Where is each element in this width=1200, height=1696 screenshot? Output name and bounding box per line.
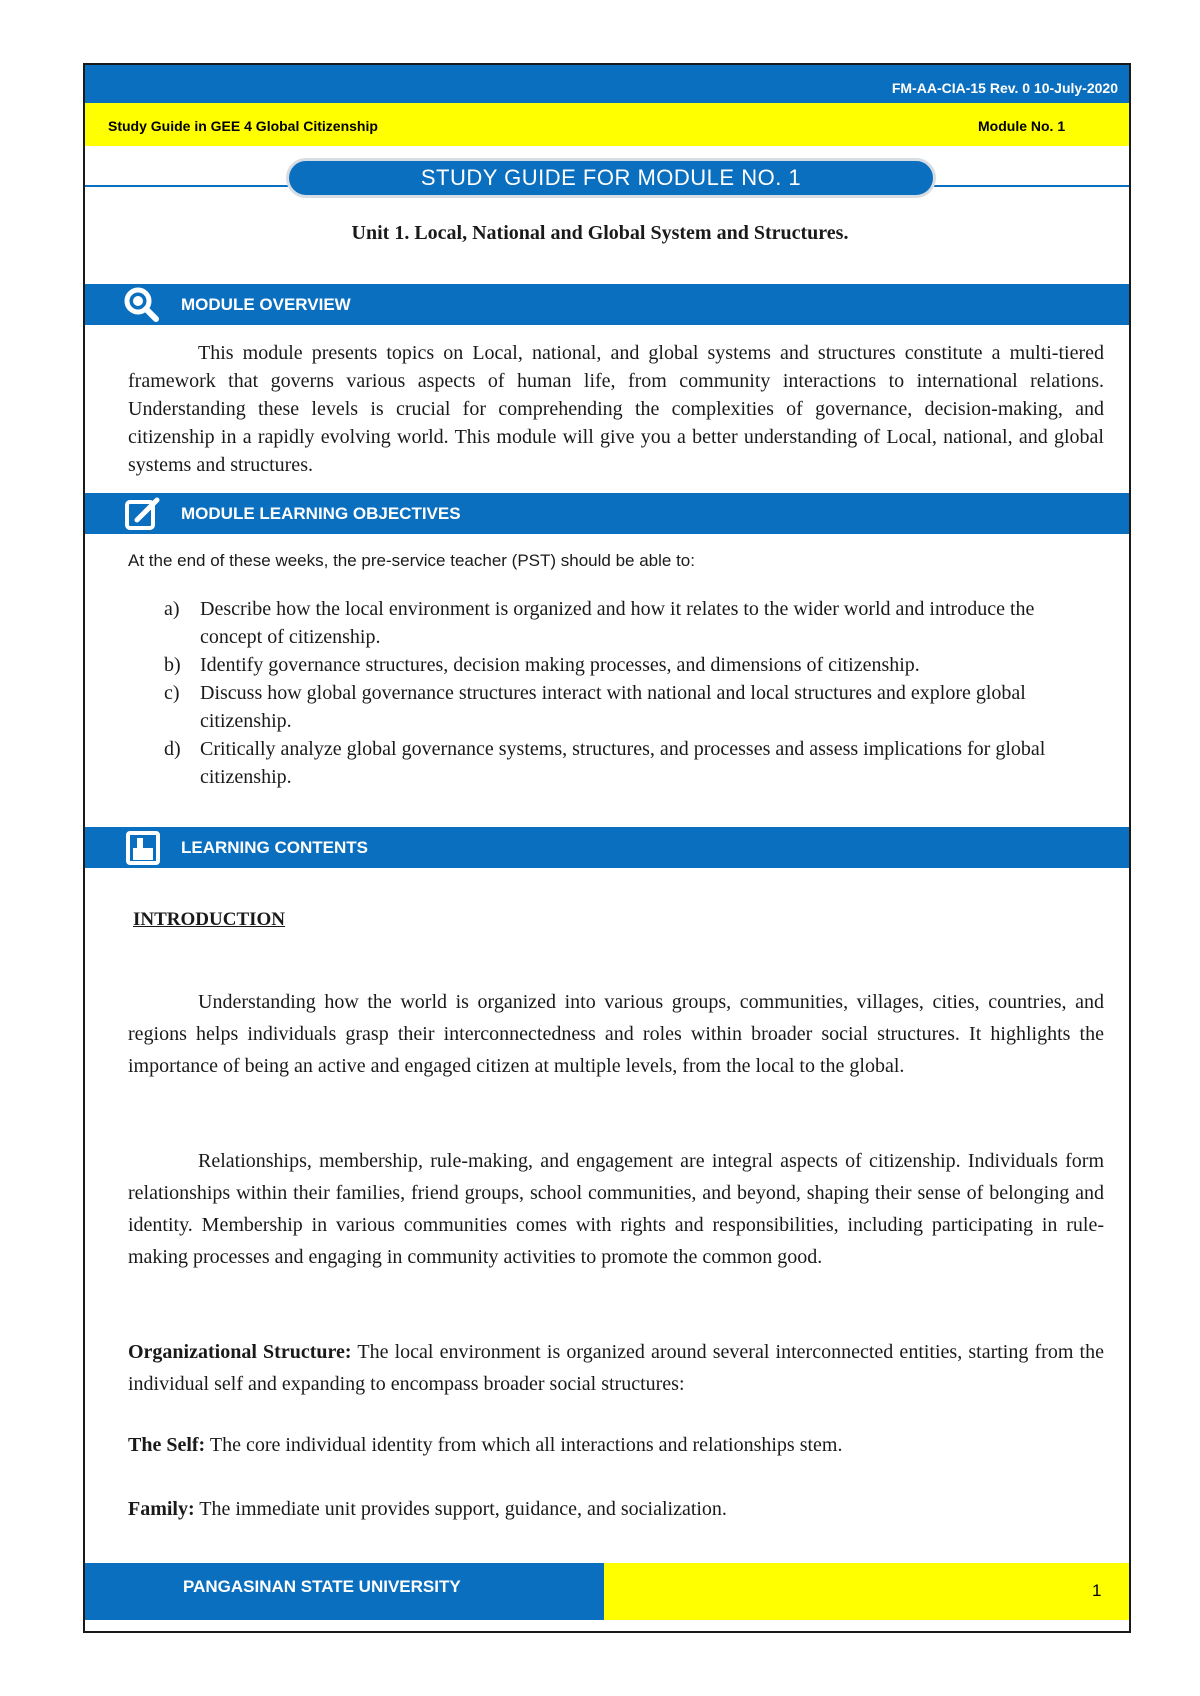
- footer-yellow-bar: [604, 1563, 1129, 1620]
- university-name: PANGASINAN STATE UNIVERSITY: [183, 1577, 461, 1596]
- overview-heading: MODULE OVERVIEW: [181, 295, 351, 314]
- objective-marker: c): [164, 682, 180, 704]
- family-paragraph: [128, 1495, 1104, 1523]
- self-text: The core individual identity from which all interactions and relationships stem.: [205, 1434, 843, 1456]
- contents-heading: LEARNING CONTENTS: [181, 838, 368, 857]
- module-number: Module No. 1: [978, 118, 1066, 134]
- self-label: The Self:: [128, 1434, 206, 1456]
- introduction-heading: INTRODUCTION: [133, 909, 286, 930]
- overview-paragraph: This module presents topics on Local, national, and global systems and structures constitute a multi-tiered framework that governs various aspects of human life, from community interactions to international relations. Understanding these levels is crucial for comprehending the complexities of governance, decision-making, and citizenship in a rapidly evolving world. This module will give you a better understanding of Local, national, and global systems and structures.: [128, 342, 1104, 476]
- intro-paragraph-1-text: Understanding how the world is organized into various groups, communities, villages, cities, countries, and regions helps individuals grasp their interconnectedness and roles within broader social structures. It highlights the importance of being an active and engaged citizen at multiple levels, from the local to the global.: [128, 991, 1104, 1077]
- page-number: 1: [1092, 1581, 1102, 1600]
- magnifier-icon: [121, 284, 161, 324]
- overview-text: [128, 339, 1104, 479]
- objectives-heading: MODULE LEARNING OBJECTIVES: [181, 504, 461, 523]
- objective-item: [164, 595, 1094, 651]
- intro-paragraph-2-text: Relationships, membership, rule-making, and engagement are integral aspects of citizenship. Individuals form relationships within their families, friend groups, school communities, and beyond, shaping their sense of belonging and identity. Membership in various communities comes with rights and responsibilities, including participating in rule-making processes and engaging in community activities to promote the common good.: [128, 1150, 1104, 1268]
- objective-text: Describe how the local environment is organized and how it relates to the wider world and introduce the concept of citizenship.: [200, 598, 1035, 648]
- objective-item: [164, 679, 1094, 735]
- objective-marker: a): [164, 598, 180, 620]
- objective-marker: d): [164, 738, 181, 760]
- objective-marker: b): [164, 654, 181, 676]
- form-code: FM-AA-CIA-15 Rev. 0 10-July-2020: [891, 80, 1118, 96]
- self-paragraph: [128, 1431, 1104, 1459]
- intro-paragraph-2: [128, 1145, 1104, 1273]
- objective-item: [164, 735, 1094, 791]
- objective-text: Identify governance structures, decision making processes, and dimensions of citizenship.: [200, 654, 920, 676]
- intro-paragraph-1: [128, 986, 1104, 1082]
- unit-title: Unit 1. Local, National and Global System and Structures.: [351, 222, 849, 244]
- family-label: Family:: [128, 1498, 195, 1520]
- book-icon: [123, 828, 163, 868]
- objective-item: [164, 651, 1094, 679]
- organizational-structure-label: Organizational Structure:: [128, 1341, 352, 1363]
- edit-pencil-icon: [123, 494, 163, 534]
- organizational-structure-paragraph: [128, 1336, 1104, 1400]
- organizational-structure-text: The local environment is organized around several interconnected entities, starting from the individual self and expanding to encompass broader social structures:: [128, 1341, 1104, 1395]
- guide-title: Study Guide in GEE 4 Global Citizenship: [108, 118, 378, 134]
- title-banner: STUDY GUIDE FOR MODULE NO. 1: [286, 158, 936, 198]
- family-text: The immediate unit provides support, guidance, and socialization.: [194, 1498, 727, 1520]
- objective-text: Critically analyze global governance systems, structures, and processes and assess implications for global citizenship.: [200, 738, 1046, 788]
- objectives-intro: At the end of these weeks, the pre-service teacher (PST) should be able to:: [128, 551, 695, 570]
- objective-text: Discuss how global governance structures interact with national and local structures and explore global citizenship.: [200, 682, 1026, 732]
